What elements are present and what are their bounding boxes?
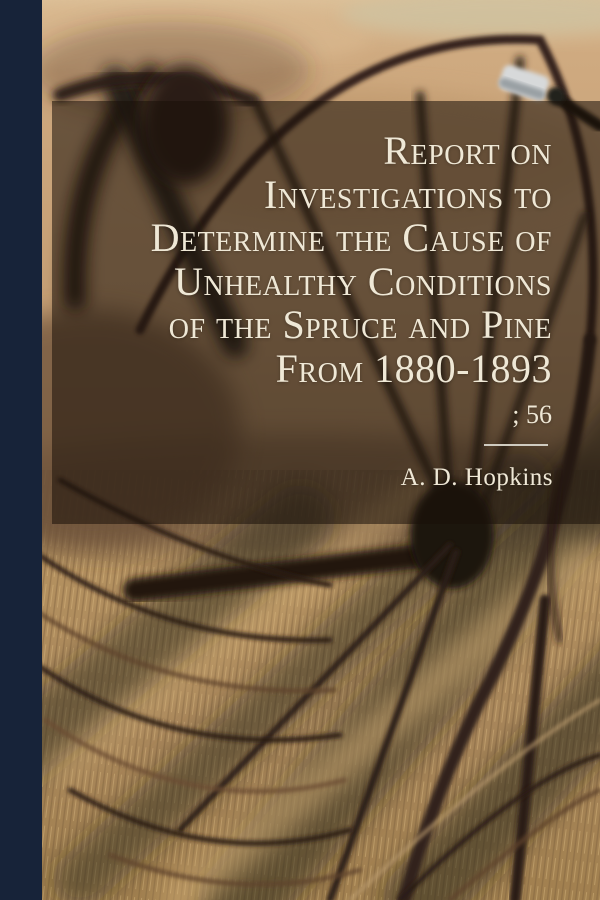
- series-number: ; 56: [512, 400, 552, 429]
- title-panel: [52, 101, 600, 524]
- book-title-line: of the Spruce and Pine: [168, 302, 552, 347]
- book-title: [151, 129, 552, 390]
- book-title-line: Unhealthy Conditions: [174, 258, 552, 304]
- book-title-line: Determine the Cause of: [150, 215, 552, 260]
- book-title-line: From 1880-1893: [275, 345, 552, 391]
- title-author-divider: [484, 444, 548, 446]
- book-title-line: Investigations to: [264, 171, 552, 217]
- book-title-line: Report on: [383, 128, 552, 173]
- author-name: A. D. Hopkins: [400, 464, 553, 491]
- spine-bar: [0, 0, 42, 900]
